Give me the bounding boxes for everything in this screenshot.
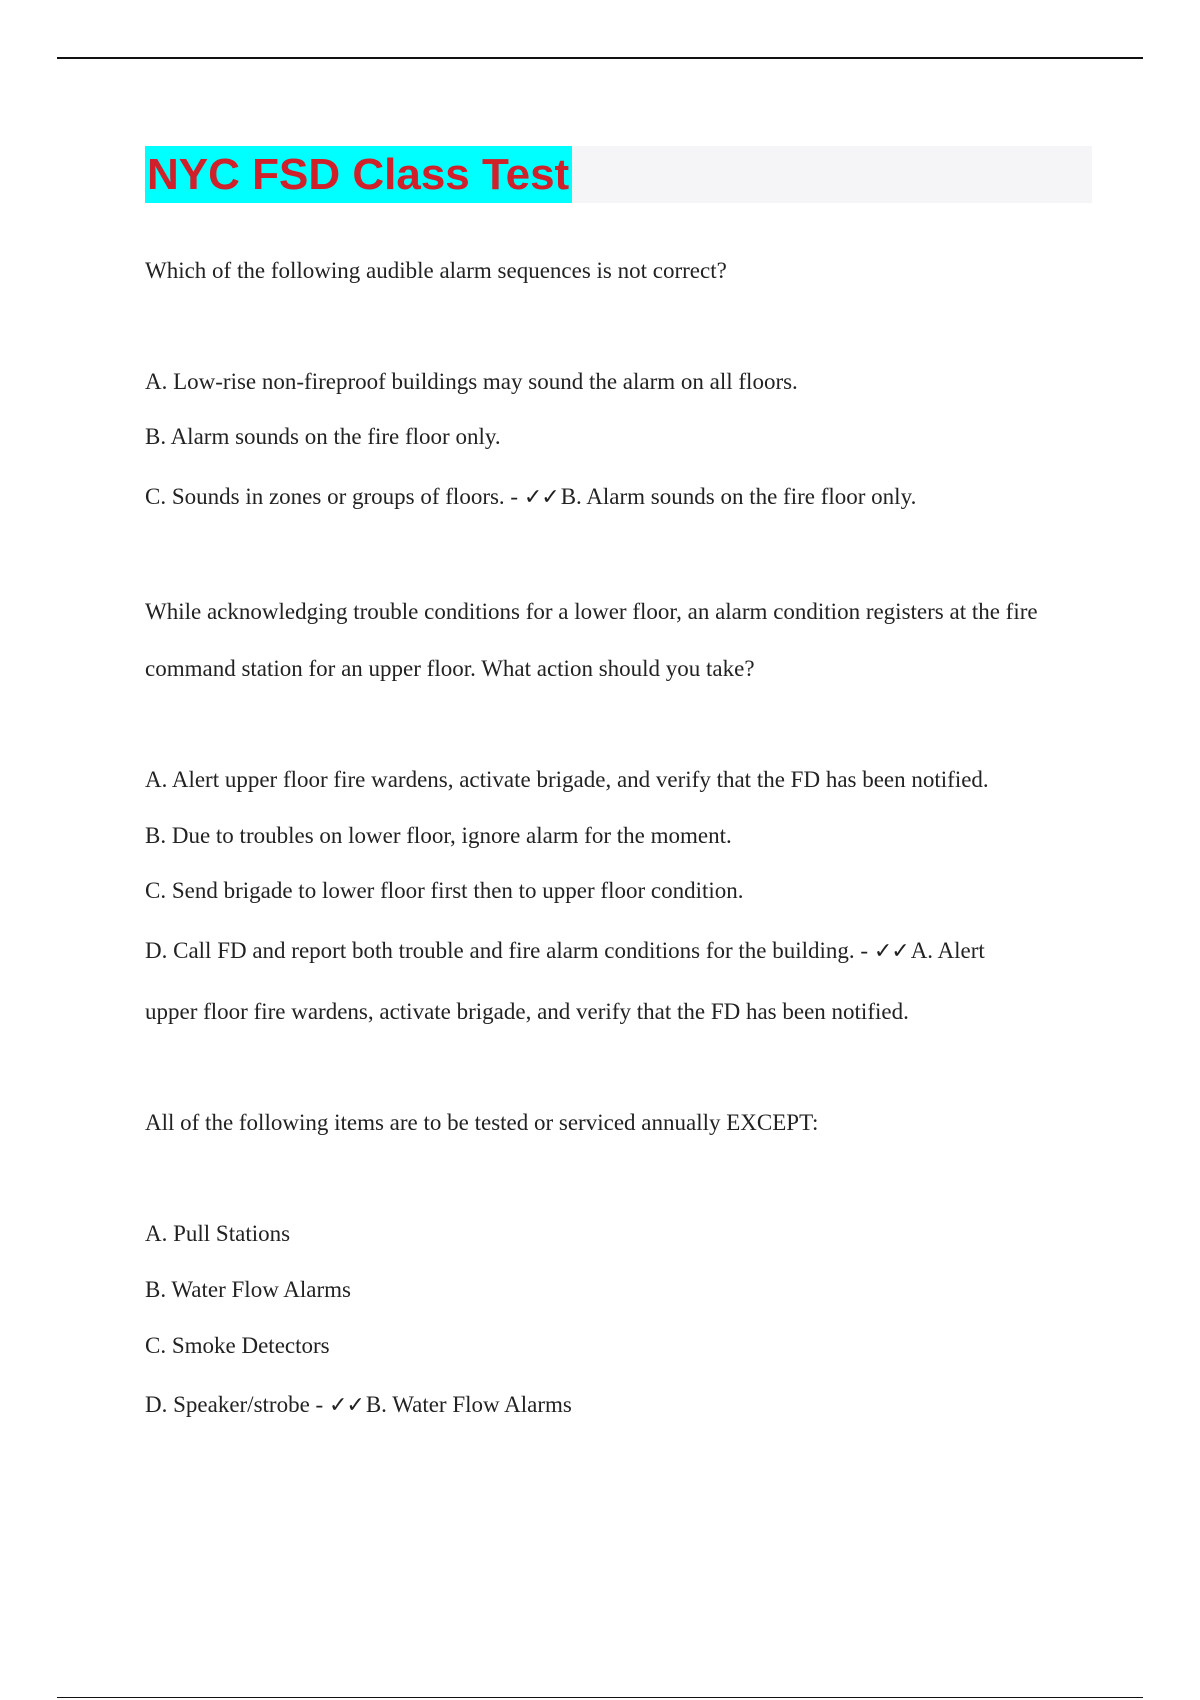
- question-3-option-b: B. Water Flow Alarms: [145, 1277, 351, 1302]
- question-1-option-b: B. Alarm sounds on the fire floor only.: [145, 424, 501, 449]
- question-2-answer-line-1: A. Alert: [910, 938, 985, 963]
- page-title: NYC FSD Class Test: [145, 146, 572, 203]
- question-2-text-line-2: command station for an upper floor. What action should you take?: [145, 656, 755, 681]
- question-1-option-a: A. Low-rise non-fireproof buildings may sound the alarm on all floors.: [145, 369, 798, 394]
- check-mark-icon: ✓✓: [328, 1393, 364, 1418]
- bottom-rule: [57, 1697, 1143, 1698]
- question-3-answer: B. Water Flow Alarms: [365, 1392, 572, 1417]
- question-1-text: Which of the following audible alarm sequences is not correct?: [145, 258, 727, 283]
- question-3-option-d-text: D. Speaker/strobe -: [145, 1392, 329, 1417]
- question-2-option-d-text: D. Call FD and report both trouble and fire alarm conditions for the building. -: [145, 938, 874, 963]
- check-mark-icon: ✓✓: [873, 939, 909, 964]
- check-mark-icon: ✓✓: [523, 485, 559, 510]
- question-2-option-a: A. Alert upper floor fire wardens, activate brigade, and verify that the FD has been notified.: [145, 767, 989, 792]
- question-2-answer-line-2: upper floor fire wardens, activate brigade, and verify that the FD has been notified.: [145, 999, 909, 1024]
- question-2-option-c: C. Send brigade to lower floor first then to upper floor condition.: [145, 878, 744, 903]
- question-3-option-d: [145, 1391, 572, 1420]
- question-2-text-line-1: While acknowledging trouble conditions for a lower floor, an alarm condition registers at the fire: [145, 599, 1038, 624]
- top-rule: [57, 57, 1143, 59]
- question-3-text: All of the following items are to be tested or serviced annually EXCEPT:: [145, 1110, 819, 1135]
- question-1-answer: B. Alarm sounds on the fire floor only.: [560, 484, 917, 509]
- question-3-option-a: A. Pull Stations: [145, 1221, 291, 1246]
- question-1-option-c: [145, 483, 916, 512]
- question-2-option-d: [145, 937, 985, 966]
- question-3-option-c: C. Smoke Detectors: [145, 1333, 330, 1358]
- question-1-option-c-text: C. Sounds in zones or groups of floors. -: [145, 484, 524, 509]
- question-2-option-b: B. Due to troubles on lower floor, ignore alarm for the moment.: [145, 823, 732, 848]
